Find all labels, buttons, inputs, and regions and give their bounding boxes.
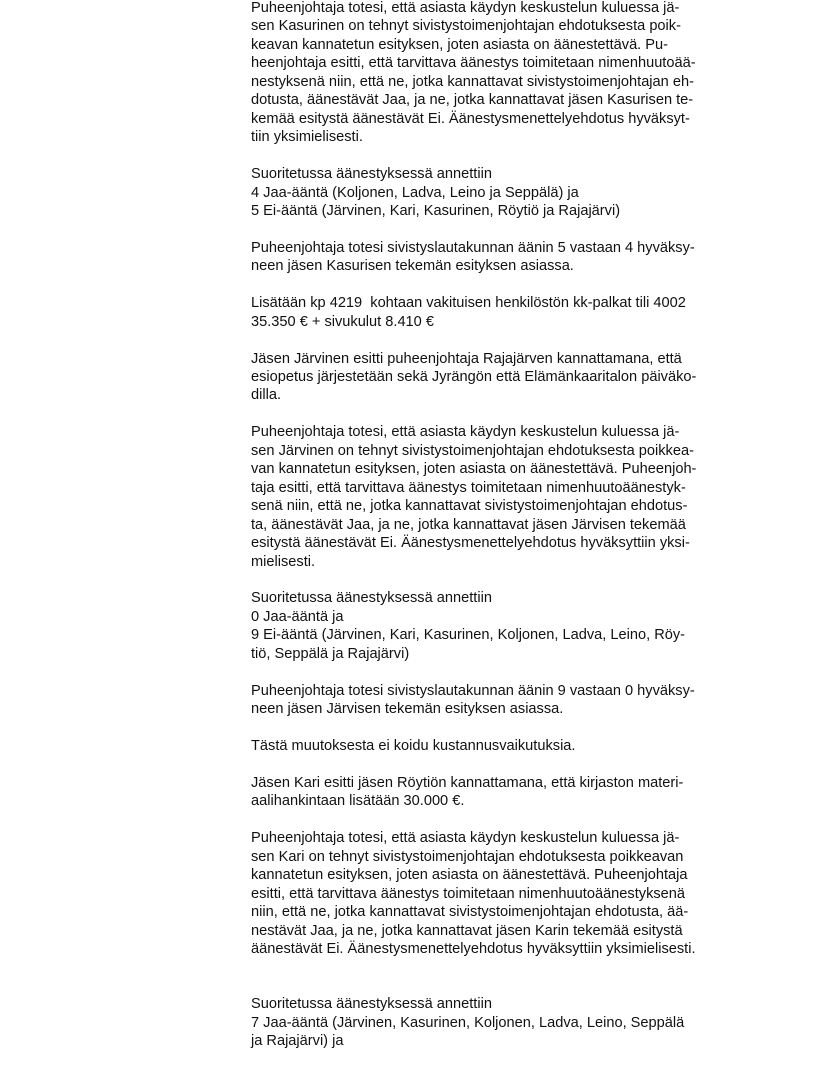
text-line: Lisätään kp 4219 kohtaan vakituisen henkilöstön kk-palkat tili 4002 (251, 295, 686, 312)
text-line: Tästä muutoksesta ei koidu kustannusvaikutuksia. (251, 738, 576, 754)
text-line: ta, äänestävät Jaa, ja ne, jotka kannattavat jäsen Järvisen tekemää (251, 516, 686, 533)
text-line: neen jäsen Järvisen tekemän esityksen asiassa. (251, 701, 564, 718)
text-line: 7 Jaa-ääntä (Järvinen, Kasurinen, Koljonen, Ladva, Leino, Seppälä (251, 1014, 685, 1031)
text-line: keavan kannatetun esityksen, joten asiasta on äänestettävä. Pu- (251, 36, 669, 53)
paragraph-budget-addition (251, 294, 771, 331)
text-line: esitystä äänestävät Ei. Äänestysmenettelyehdotus hyväksyttiin yksi- (251, 535, 690, 552)
paragraph-voting-procedure-jarvinen (251, 423, 771, 571)
paragraph-voting-procedure-kasurinen (251, 0, 771, 147)
text-line: mielisesti. (251, 553, 316, 570)
text-line: Puheenjohtaja totesi, että asiasta käydyn keskustelun kuluessa jä- (251, 424, 680, 441)
text-line: dotusta, äänestävät Jaa, ja ne, jotka kannattavat jäsen Kasurisen te- (251, 92, 694, 109)
text-line: kemää esitystä äänestävät Ei. Äänestysmenettelyehdotus hyväksyt- (251, 110, 690, 127)
text-line: Puheenjohtaja totesi, että asiasta käydyn keskustelun kuluessa jä- (251, 0, 680, 16)
text-line: 35.350 € + sivukulut 8.410 € (251, 313, 434, 330)
text-line: Puheenjohtaja totesi sivistyslautakunnan äänin 5 vastaan 4 hyväksy- (251, 239, 695, 256)
text-line: ja Rajajärvi) ja (251, 1033, 344, 1050)
text-line: sen Kari on tehnyt sivistystoimenjohtajan ehdotuksesta poikkeavan (251, 848, 684, 865)
text-line: sen Järvinen on tehnyt sivistystoimenjohtajan ehdotuksesta poikkea- (251, 442, 694, 459)
text-line: Suoritetussa äänestyksessä annettiin (251, 166, 492, 183)
text-line: nestävät Jaa, ja ne, jotka kannattavat jäsen Karin tekemää esitystä (251, 922, 683, 939)
text-line: Suoritetussa äänestyksessä annettiin (251, 996, 492, 1013)
text-line: kannatetun esityksen, joten asiasta on äänestettävä. Puheenjohtaja (251, 867, 688, 884)
text-line: 0 Jaa-ääntä ja (251, 608, 344, 625)
paragraph-voting-procedure-kari (251, 829, 771, 958)
paragraph-vote-result-1 (251, 165, 771, 220)
text-line: aalihankintaan lisätään 30.000 €. (251, 793, 465, 810)
text-line: Puheenjohtaja totesi sivistyslautakunnan äänin 9 vastaan 0 hyväksy- (251, 682, 695, 699)
text-line: 5 Ei-ääntä (Järvinen, Kari, Kasurinen, Röytiö ja Rajajärvi) (251, 202, 621, 219)
text-line: 4 Jaa-ääntä (Koljonen, Ladva, Leino ja Seppälä) ja (251, 184, 579, 201)
text-line: tiin yksimielisesti. (251, 129, 363, 146)
text-line: esiopetus järjestetään sekä Jyrängön että Elämänkaaritalon päiväko- (251, 369, 697, 385)
paragraph-vote-result-3 (251, 995, 771, 1050)
paragraph-proposal-kari (251, 774, 771, 811)
text-line: esitti, että tarvittava äänestys toimitetaan nimenhuutoäänestyksenä (251, 885, 686, 902)
text-line: Jäsen Järvinen esitti puheenjohtaja Rajajärven kannattamana, että (251, 350, 682, 367)
text-line: äänestävät Ei. Äänestysmenettelyehdotus hyväksyttiin yksimielisesti. (251, 940, 696, 957)
text-line: van kannatetun esityksen, joten asiasta on äänestettävä. Puheenjoh- (251, 461, 697, 478)
paragraph-decision-1 (251, 239, 771, 276)
text-line: senä niin, että ne, jotka kannattavat sivistystoimenjohtajan ehdotus- (251, 498, 688, 515)
text-line: heenjohtaja esitti, että tarvittava äänestys toimitetaan nimenhuutoää- (251, 55, 696, 72)
text-line: 9 Ei-ääntä (Järvinen, Kari, Kasurinen, Koljonen, Ladva, Leino, Röy- (251, 627, 686, 644)
text-line: tiö, Seppälä ja Rajajärvi) (251, 645, 410, 662)
text-line: sen Kasurinen on tehnyt sivistystoimenjohtajan ehdotuksesta poik- (251, 18, 681, 35)
text-line: nestyksenä niin, että ne, jotka kannattavat sivistystoimenjohtajan eh- (251, 73, 694, 90)
paragraph-vote-result-2 (251, 589, 771, 663)
text-line: taja esitti, että tarvittava äänestys toimitetaan nimenhuutoäänestyk- (251, 479, 686, 496)
text-line: neen jäsen Kasurisen tekemän esityksen asiassa. (251, 258, 574, 275)
paragraph-cost-note (251, 737, 771, 755)
text-line: Jäsen Kari esitti jäsen Röytiön kannattamana, että kirjaston materi- (251, 774, 684, 791)
document-page (251, 0, 771, 1069)
text-line: Suoritetussa äänestyksessä annettiin (251, 590, 492, 607)
text-line: niin, että ne, jotka kannattavat sivistystoimenjohtajan ehdotusta, ää- (251, 904, 689, 921)
text-line: Puheenjohtaja totesi, että asiasta käydyn keskustelun kuluessa jä- (251, 830, 680, 847)
paragraph-proposal-jarvinen (251, 350, 771, 405)
text-line: dilla. (251, 387, 282, 404)
paragraph-decision-2 (251, 682, 771, 719)
